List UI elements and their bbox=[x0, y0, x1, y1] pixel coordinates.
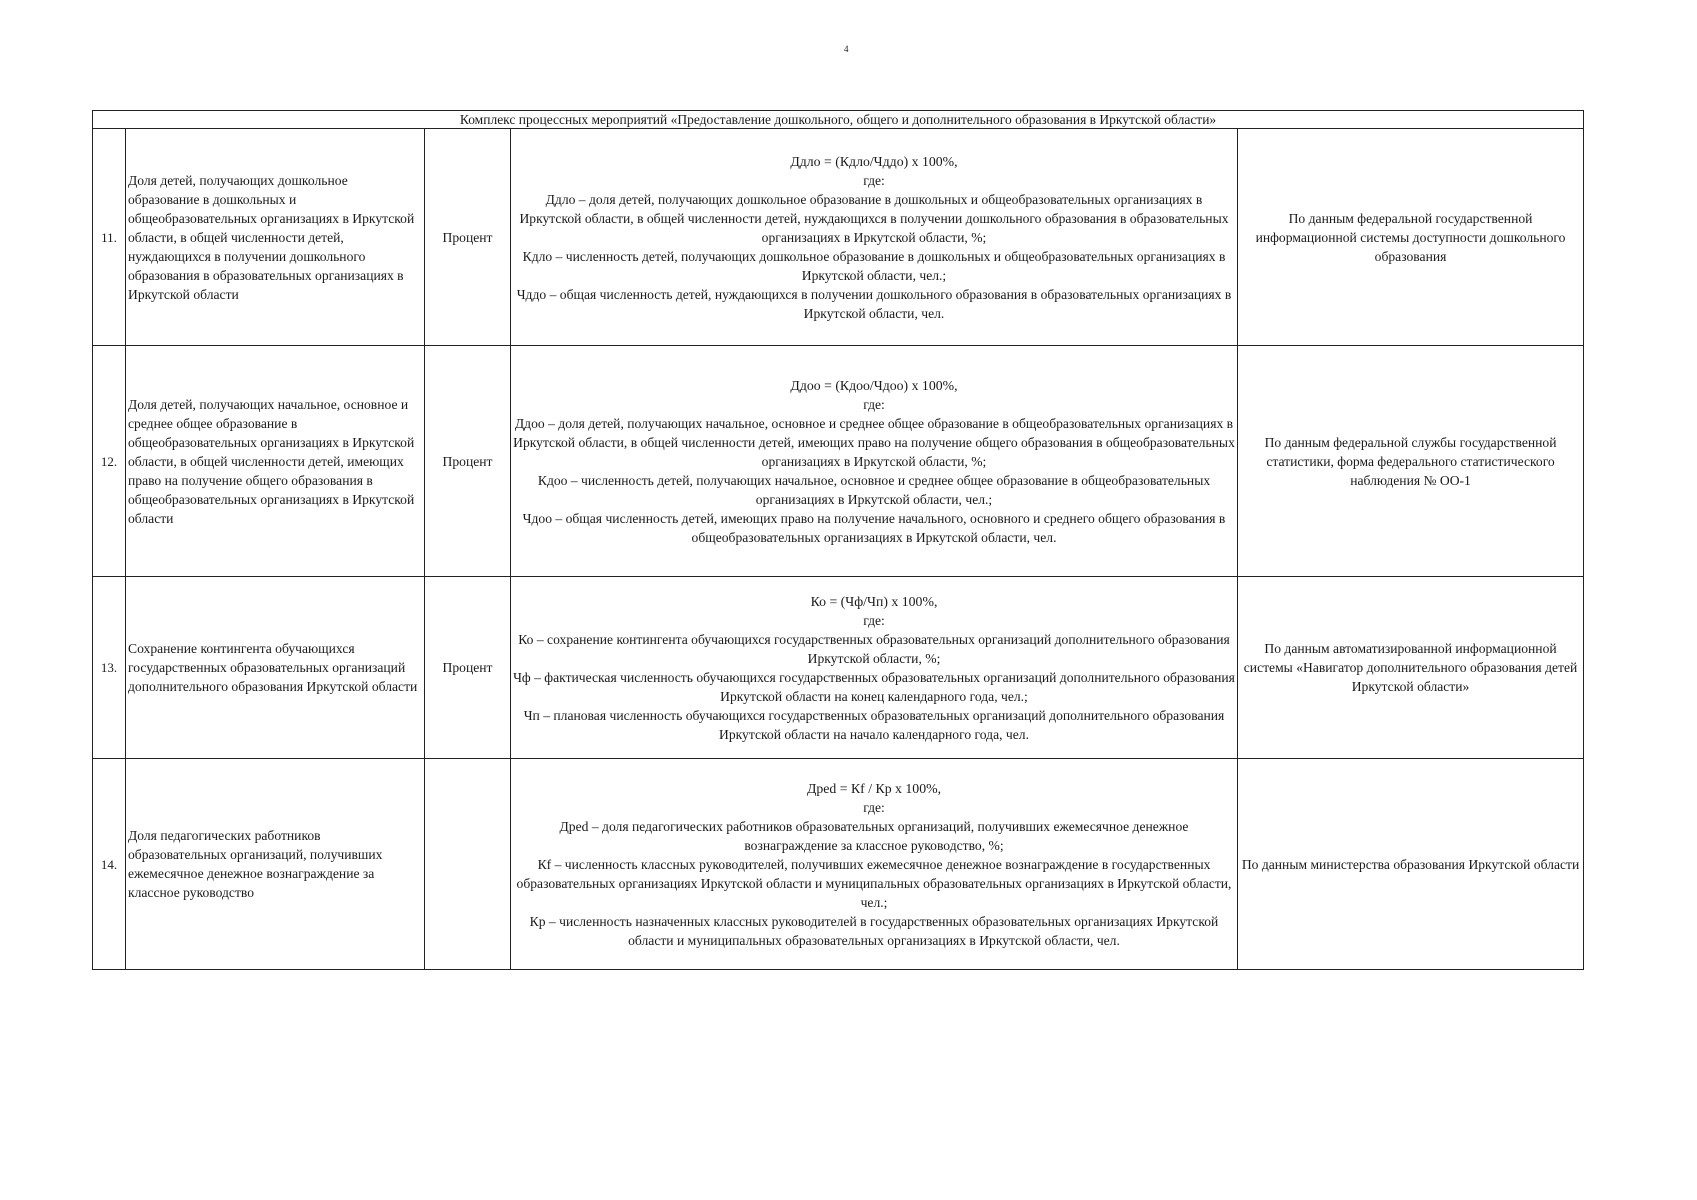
unit-of-measure bbox=[425, 759, 511, 970]
formula-variable: Кдло – численность детей, получающих дошкольное образование в дошкольных и общеобразовательных организациях в Иркутской области, чел.; bbox=[522, 248, 1226, 283]
formula-variable: Ддоо – доля детей, получающих начальное, основное и среднее общее образование в общеобразовательных организациях в Иркутской области, в общей численности детей, имеющих право на получение общего образования в общеобразовательных организациях в Иркутской области, %; bbox=[513, 415, 1235, 469]
formula: Ддло = (Кдло/Чддо) x 100%, bbox=[790, 153, 958, 169]
calculation-method bbox=[511, 346, 1238, 577]
formula: Ддоо = (Кдоо/Чдоо) x 100%, bbox=[790, 377, 958, 393]
table-row bbox=[93, 759, 1584, 970]
formula: Ко = (Чф/Чп) x 100%, bbox=[810, 593, 938, 609]
unit-of-measure: Процент bbox=[425, 129, 511, 346]
data-source: По данным министерства образования Иркутской области bbox=[1238, 759, 1584, 970]
formula-variable: Чп – плановая численность обучающихся государственных образовательных организаций дополнительного образования Иркутской области на начало календарного года, чел. bbox=[523, 707, 1225, 742]
table-row bbox=[93, 129, 1584, 346]
unit-of-measure: Процент bbox=[425, 577, 511, 759]
formula-variable: Кдоо – численность детей, получающих начальное, основное и среднее общее образование в общеобразовательных организациях в Иркутской области, чел.; bbox=[537, 472, 1211, 507]
formula-variable: Дped – доля педагогических работников образовательных организаций, получивших ежемесячное денежное вознаграждение за классное руководство, %; bbox=[559, 818, 1189, 853]
indicator-name: Доля детей, получающих дошкольное образование в дошкольных и общеобразовательных организациях в Иркутской области, в общей численности детей, нуждающихся в получении дошкольного образования в образовательных организациях в Иркутской области bbox=[126, 129, 425, 346]
formula-variable: Кр – численность назначенных классных руководителей в государственных образовательных организациях Иркутской области и муниципальных образовательных организациях в Иркутской области, чел. bbox=[529, 913, 1219, 948]
calculation-method bbox=[511, 577, 1238, 759]
data-source: По данным автоматизированной информационной системы «Навигатор дополнительного образования детей Иркутской области» bbox=[1238, 577, 1584, 759]
unit-of-measure: Процент bbox=[425, 346, 511, 577]
section-header-row bbox=[93, 111, 1584, 129]
data-source: По данным федеральной службы государственной статистики, форма федерального статистического наблюдения № ОО-1 bbox=[1238, 346, 1584, 577]
indicator-name: Сохранение контингента обучающихся государственных образовательных организаций дополнительного образования Иркутской области bbox=[126, 577, 425, 759]
formula: Дped = Кf / Кр x 100%, bbox=[806, 780, 942, 796]
formula-variable: Ко – сохранение контингента обучающихся государственных образовательных организаций дополнительного образования Иркутской области, %; bbox=[518, 631, 1230, 666]
formula-where: где: bbox=[863, 612, 885, 628]
calculation-method bbox=[511, 129, 1238, 346]
row-number: 13. bbox=[93, 577, 126, 759]
formula-variable: Ддло – доля детей, получающих дошкольное образование в дошкольных и общеобразовательных организациях в Иркутской области, в общей численности детей, нуждающихся в получении дошкольного образования в образовательных организациях в Иркутской области, %; bbox=[519, 191, 1229, 245]
row-number: 12. bbox=[93, 346, 126, 577]
formula-where: где: bbox=[863, 396, 885, 412]
page-number: 4 bbox=[844, 44, 849, 54]
table-row bbox=[93, 346, 1584, 577]
section-title: Комплекс процессных мероприятий «Предоставление дошкольного, общего и дополнительного образования в Иркутской области» bbox=[93, 111, 1584, 129]
indicator-name: Доля детей, получающих начальное, основное и среднее общее образование в общеобразовательных организациях в Иркутской области, в общей численности детей, имеющих право на получение общего образования в общеобразовательных организациях в Иркутской области bbox=[126, 346, 425, 577]
formula-variable: Чф – фактическая численность обучающихся государственных образовательных организаций дополнительного образования Иркутской области на конец календарного года, чел.; bbox=[513, 669, 1235, 704]
row-number: 11. bbox=[93, 129, 126, 346]
row-number: 14. bbox=[93, 759, 126, 970]
formula-variable: Кf – численность классных руководителей, получивших ежемесячное денежное вознаграждение в государственных образовательных организациях Иркутской области и муниципальных образовательных организациях в Иркутской области, чел.; bbox=[516, 856, 1232, 910]
formula-where: где: bbox=[863, 172, 885, 188]
formula-variable: Чддо – общая численность детей, нуждающихся в получении дошкольного образования в образовательных организациях в Иркутской области, чел. bbox=[516, 286, 1232, 321]
calculation-method bbox=[511, 759, 1238, 970]
formula-where: где: bbox=[863, 799, 885, 815]
data-source: По данным федеральной государственной информационной системы доступности дошкольного образования bbox=[1238, 129, 1584, 346]
indicator-name: Доля педагогических работников образовательных организаций, получивших ежемесячное денежное вознаграждение за классное руководство bbox=[126, 759, 425, 970]
table-row bbox=[93, 577, 1584, 759]
formula-variable: Чдоо – общая численность детей, имеющих право на получение начального, основного и среднего общего образования в общеобразовательных организациях в Иркутской области, чел. bbox=[522, 510, 1226, 545]
indicators-table bbox=[92, 110, 1584, 970]
